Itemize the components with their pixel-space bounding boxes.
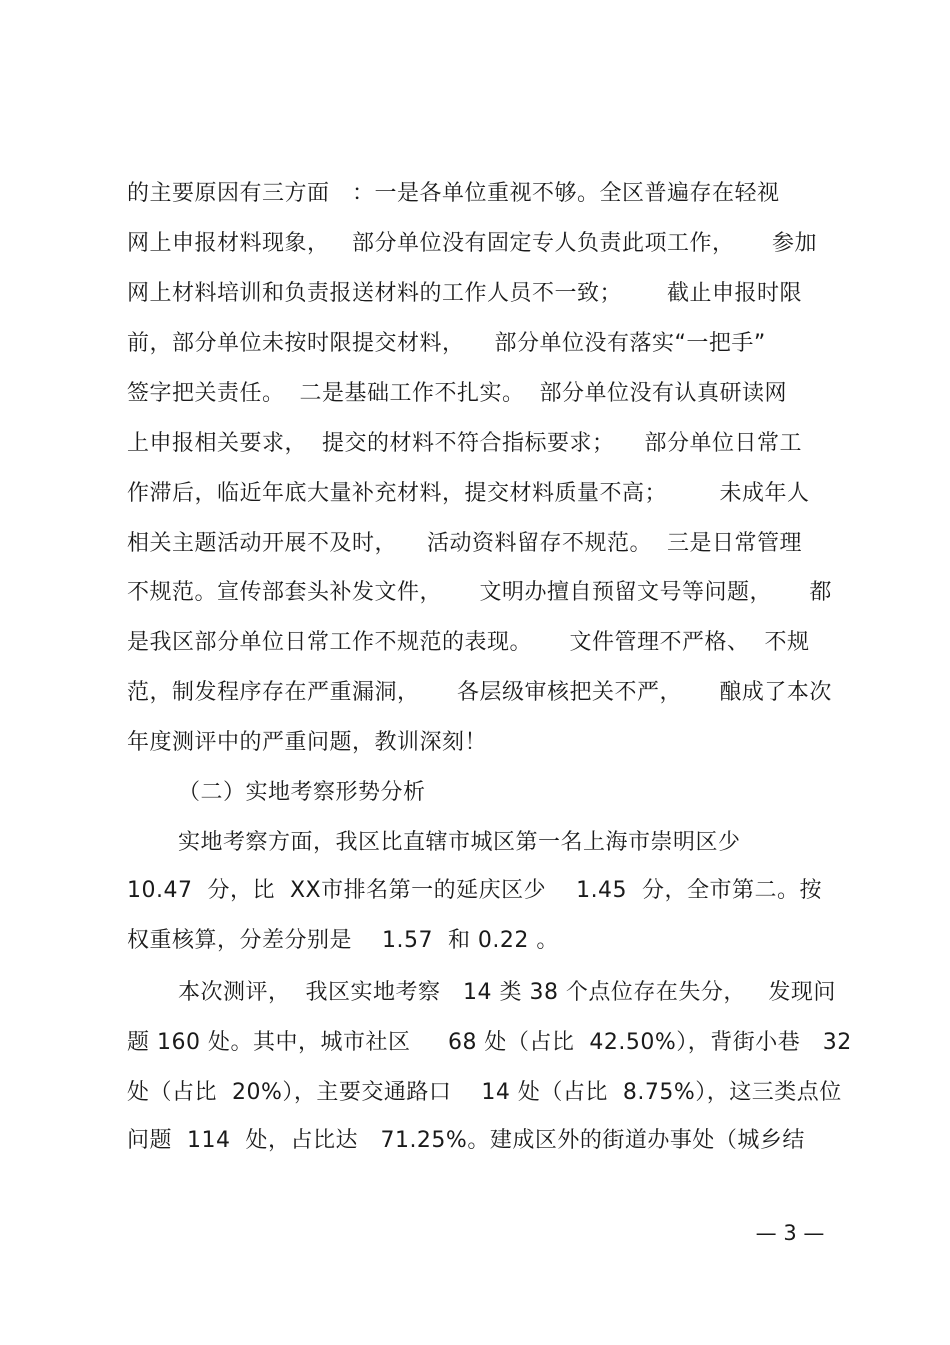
body-text-line: 作滞后，临近年底大量补充材料，提交材料质量不高； 未成年人 — [127, 481, 810, 506]
body-text-line: 权重核算，分差分别是 1.57 和 0.22 。 — [127, 928, 559, 953]
body-text-line: 处（占比 20%），主要交通路口 14 处（占比 8.75%），这三类点位 — [127, 1080, 842, 1105]
body-text-line: 题 160 处。其中，城市社区 68 处（占比 42.50%），背街小巷 32 — [127, 1030, 852, 1055]
body-text-line: 是我区部分单位日常工作不规范的表现。 文件管理不严格、 不规 — [127, 630, 810, 655]
paragraph-first-line: 本次测评， 我区实地考察 14 类 38 个点位存在失分， 发现问 — [178, 980, 836, 1005]
body-text-line: 相关主题活动开展不及时， 活动资料留存不规范。 三是日常管理 — [127, 531, 802, 556]
body-text-line: 网上材料培训和负责报送材料的工作人员不一致； 截止申报时限 — [127, 281, 802, 306]
body-text-line: 年度测评中的严重问题，教训深刻！ — [127, 730, 488, 755]
page-number: — 3 — — [755, 1221, 825, 1245]
body-text-line: 的主要原因有三方面 ：一是各单位重视不够。全区普遍存在轻视 — [127, 181, 780, 206]
body-text-line: 签字把关责任。 二是基础工作不扎实。 部分单位没有认真研读网 — [127, 381, 787, 406]
body-text-line: 10.47 分，比 XX市排名第一的延庆区少 1.45 分，全市第二。按 — [127, 878, 823, 903]
body-text-line: 网上申报材料现象， 部分单位没有固定专人负责此项工作， 参加 — [127, 231, 817, 256]
body-text-line: 前，部分单位未按时限提交材料， 部分单位没有落实“一把手” — [127, 331, 766, 356]
body-text-line: 上申报相关要求， 提交的材料不符合指标要求； 部分单位日常工 — [127, 431, 802, 456]
section-heading: （二）实地考察形势分析 — [178, 780, 426, 805]
paragraph-first-line: 实地考察方面，我区比直辖市城区第一名上海市崇明区少 — [178, 830, 741, 855]
body-text-line: 不规范。宣传部套头补发文件， 文明办擅自预留文号等问题， 都 — [127, 580, 832, 605]
body-text-line: 问题 114 处，占比达 71.25%。建成区外的街道办事处（城乡结 — [127, 1128, 805, 1153]
body-text-line: 范，制发程序存在严重漏洞， 各层级审核把关不严， 酿成了本次 — [127, 680, 832, 705]
